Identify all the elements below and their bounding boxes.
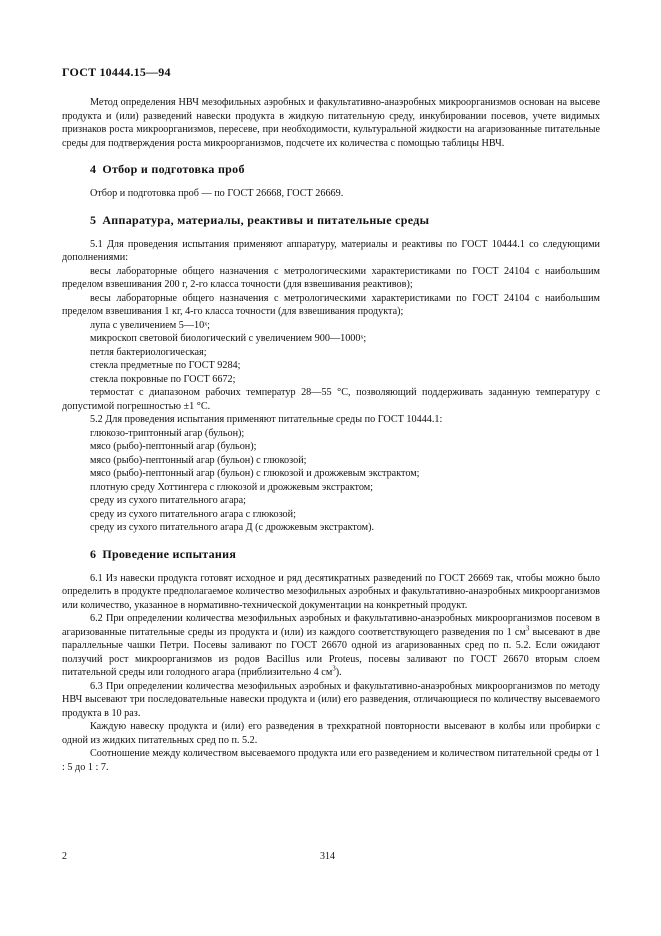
list-item: мясо (рыбо)-пептонный агар (бульон) с глюкозой и дрожжевым экстрактом; (90, 468, 420, 479)
standard-code: ГОСТ 10444.15—94 (62, 65, 171, 79)
list-item: петля бактериологическая; (90, 346, 207, 358)
clause-6-1: 6.1 Из навески продукта готовят исходное и ряд десятикратных разведений по ГОСТ 26669 так, чтобы можно было определить в продукте предполагаемое количество мезофильных аэробных и факультативно-анаэробных микроорганизмов или количество, указанное в нормативно-технической документации на конкретный продукт. (62, 572, 600, 611)
list-item: весы лабораторные общего назначения с метрологическими характеристиками по ГОСТ 24104 с наибольшим пределом взвешивания 200 г, 2-го класса точности (для взвешивания реактивов); (62, 265, 600, 290)
media-list (62, 427, 600, 535)
clause-6-3: 6.3 При определении количества мезофильных аэробных и факультативно-анаэробных микроорганизмов по методу НВЧ высевают три последовательные навески продукта и (или) его разведения, отличающиеся по количеству высеваемого продукта в 10 раз. (62, 680, 600, 719)
list-item: среду из сухого питательного агара Д (с дрожжевым экстрактом). (90, 522, 375, 533)
list-item: мясо (рыбо)-пептонный агар (бульон); (90, 441, 257, 452)
page-number: 2 (62, 851, 67, 862)
section-5-number: 5 (90, 212, 97, 227)
section-4-number: 4 (90, 162, 97, 176)
list-item: среду из сухого питательного агара; (90, 495, 246, 506)
list-item: стекла покровные по ГОСТ 6672; (90, 373, 236, 385)
list-item: среду из сухого питательного агара с глюкозой; (90, 508, 296, 520)
clause-5-2: 5.2 Для проведения испытания применяют питательные среды по ГОСТ 10444.1: (90, 414, 443, 425)
list-item: термостат с диапазоном рабочих температур 28—55 °С, позволяющий поддерживать заданную температуру с допустимой погрешностью ±1 °С. (62, 387, 600, 412)
clause-6-2 (62, 612, 600, 680)
clause-6-2-part-c: ). (335, 667, 342, 678)
section-5-title: Аппаратура, материалы, реактивы и питательные среды (102, 212, 430, 227)
section-6-heading (90, 547, 600, 562)
list-item: микроскоп световой биологический с увеличением 900—1000ˣ; (90, 333, 367, 344)
list-item: стекла предметные по ГОСТ 9284; (90, 360, 241, 371)
intro-paragraph: Метод определения НВЧ мезофильных аэробных и факультативно-анаэробных микроорганизмов основан на высеве продукта и (или) разведений навески продукта в жидкую питательную среду, инкубировании посевов, учете видимых признаков роста микроорганизмов, пересеве, при необходимости, культуральной жидкости на агаризованные питательные среды для подтверждения роста микроорганизмов, подсчете их количества с помощью таблицы НВЧ. (62, 97, 600, 149)
section-4-text: Отбор и подготовка проб — по ГОСТ 26668, ГОСТ 26669. (90, 188, 344, 199)
list-item: глюкозо-триптонный агар (бульон); (90, 427, 245, 439)
section-6-title: Проведение испытания (102, 546, 237, 561)
superscript: 3 (332, 664, 336, 673)
superscript: 3 (525, 624, 530, 633)
sheet-number: 314 (320, 851, 335, 862)
list-item: лупа с увеличением 5—10ˣ; (90, 319, 210, 331)
section-4-title: Отбор и подготовка проб (102, 162, 245, 176)
clause-6-3-continued: Каждую навеску продукта и (или) его разведения в трехкратной повторности высевают в колбы или пробирки с одной из жидких питательных сред по п. 5.2. (62, 721, 600, 746)
document-body (62, 96, 600, 774)
section-5-heading (90, 213, 600, 228)
list-item: плотную среду Хоттингера с глюкозой и дрожжевым экстрактом; (90, 481, 374, 493)
clause-6-2-part-a: 6.2 При определении количества мезофильных аэробных и факультативно-анаэробных микроорганизмов посевом в агаризованные питательные среды из продукта и (или) из каждого соответствующего разведения по 1 см (62, 613, 600, 638)
clause-6-3-ratio: Соотношение между количеством высеваемого продукта или его разведением и количеством питательной среды от 1 : 5 до 1 : 7. (62, 748, 600, 773)
section-6-number: 6 (90, 546, 97, 561)
clause-5-1: 5.1 Для проведения испытания применяют аппаратуру, материалы и реактивы по ГОСТ 10444.1 со следующими дополнениями: (62, 238, 600, 263)
section-4-heading (90, 162, 600, 177)
equipment-list (62, 265, 600, 414)
list-item: весы лабораторные общего назначения с метрологическими характеристиками по ГОСТ 24104 с наибольшим пределом взвешивания 1 кг, 4-го класса точности (для взвешивания продукта); (62, 292, 600, 317)
clause-6-2-part-b: высевают в две параллельные чашки Петри. Посевы заливают по ГОСТ 26670 одной из агаризованных сред по п. 5.2. Если ожидают ползучий рост микроорганизмов из родов Bacillus или Proteus, посевы заливают по ГОСТ 26670 вторым слоем питательной среды или голодного агара (приблизительно 4 см (62, 626, 600, 678)
list-item: мясо (рыбо)-пептонный агар (бульон) с глюкозой; (90, 454, 307, 466)
